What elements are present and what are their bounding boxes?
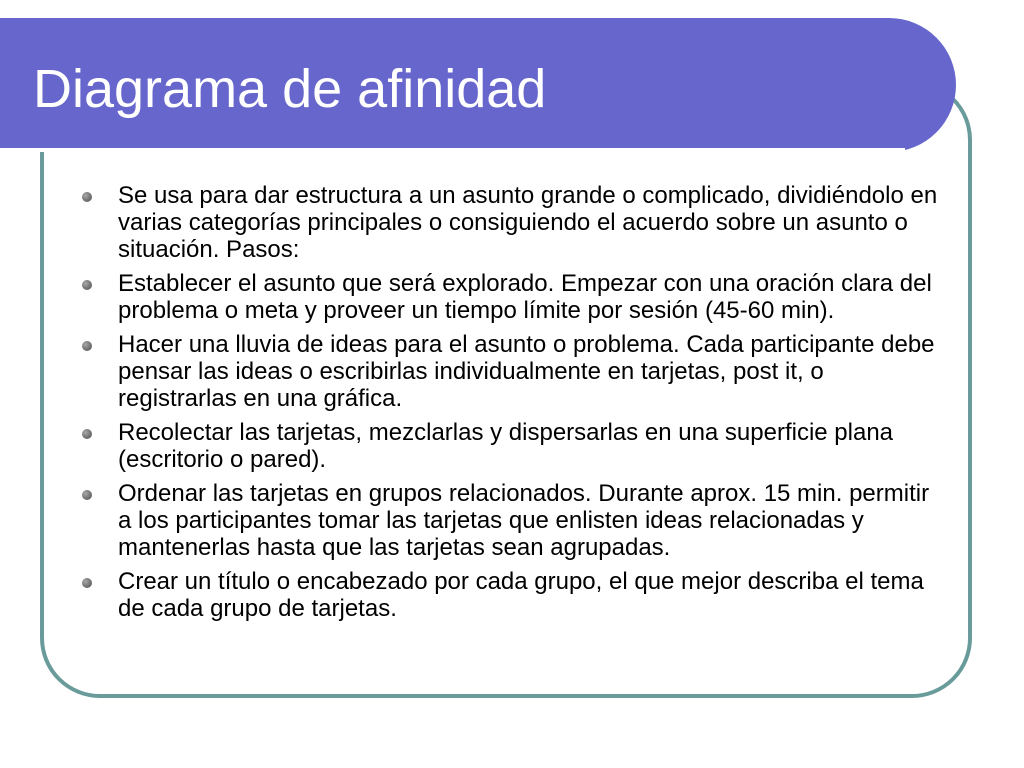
list-item [80, 419, 940, 473]
list-item [80, 568, 940, 622]
list-item-text: Hacer una lluvia de ideas para el asunto o problema. Cada participante debe pensar las ideas o escribirlas individualmente en tarjetas, post it, o registrarlas en una gráfica. [118, 331, 935, 412]
list-item [80, 270, 940, 324]
list-item [80, 331, 940, 412]
bullet-icon [82, 429, 92, 439]
list-item-text: Crear un título o encabezado por cada grupo, el que mejor describa el tema de cada grupo de tarjetas. [118, 568, 924, 622]
slide-title: Diagrama de afinidad [33, 59, 547, 119]
bullet-icon [82, 192, 92, 202]
list-item-text: Establecer el asunto que será explorado. Empezar con una oración clara del problema o meta y proveer un tiempo límite por sesión (45-60 min). [118, 270, 932, 324]
list-item [80, 182, 940, 263]
list-item-text: Recolectar las tarjetas, mezclarlas y dispersarlas en una superficie plana (escritorio o pared). [118, 419, 894, 473]
title-bar [0, 18, 956, 152]
title-underline [0, 148, 905, 152]
list-item-text: Ordenar las tarjetas en grupos relacionados. Durante aprox. 15 min. permitir a los participantes tomar las tarjetas que enlisten ideas relacionadas y mantenerlas hasta que las tarjetas sean agrupadas. [118, 480, 930, 561]
bullet-icon [82, 280, 92, 290]
bullet-icon [82, 578, 92, 588]
list-item-text: Se usa para dar estructura a un asunto grande o complicado, dividiéndolo en varias categorías principales o consiguiendo el acuerdo sobre un asunto o situación. Pasos: [118, 182, 938, 263]
bullet-icon [82, 341, 92, 351]
bullet-icon [82, 490, 92, 500]
list-item [80, 480, 940, 561]
bullet-list [80, 182, 940, 629]
